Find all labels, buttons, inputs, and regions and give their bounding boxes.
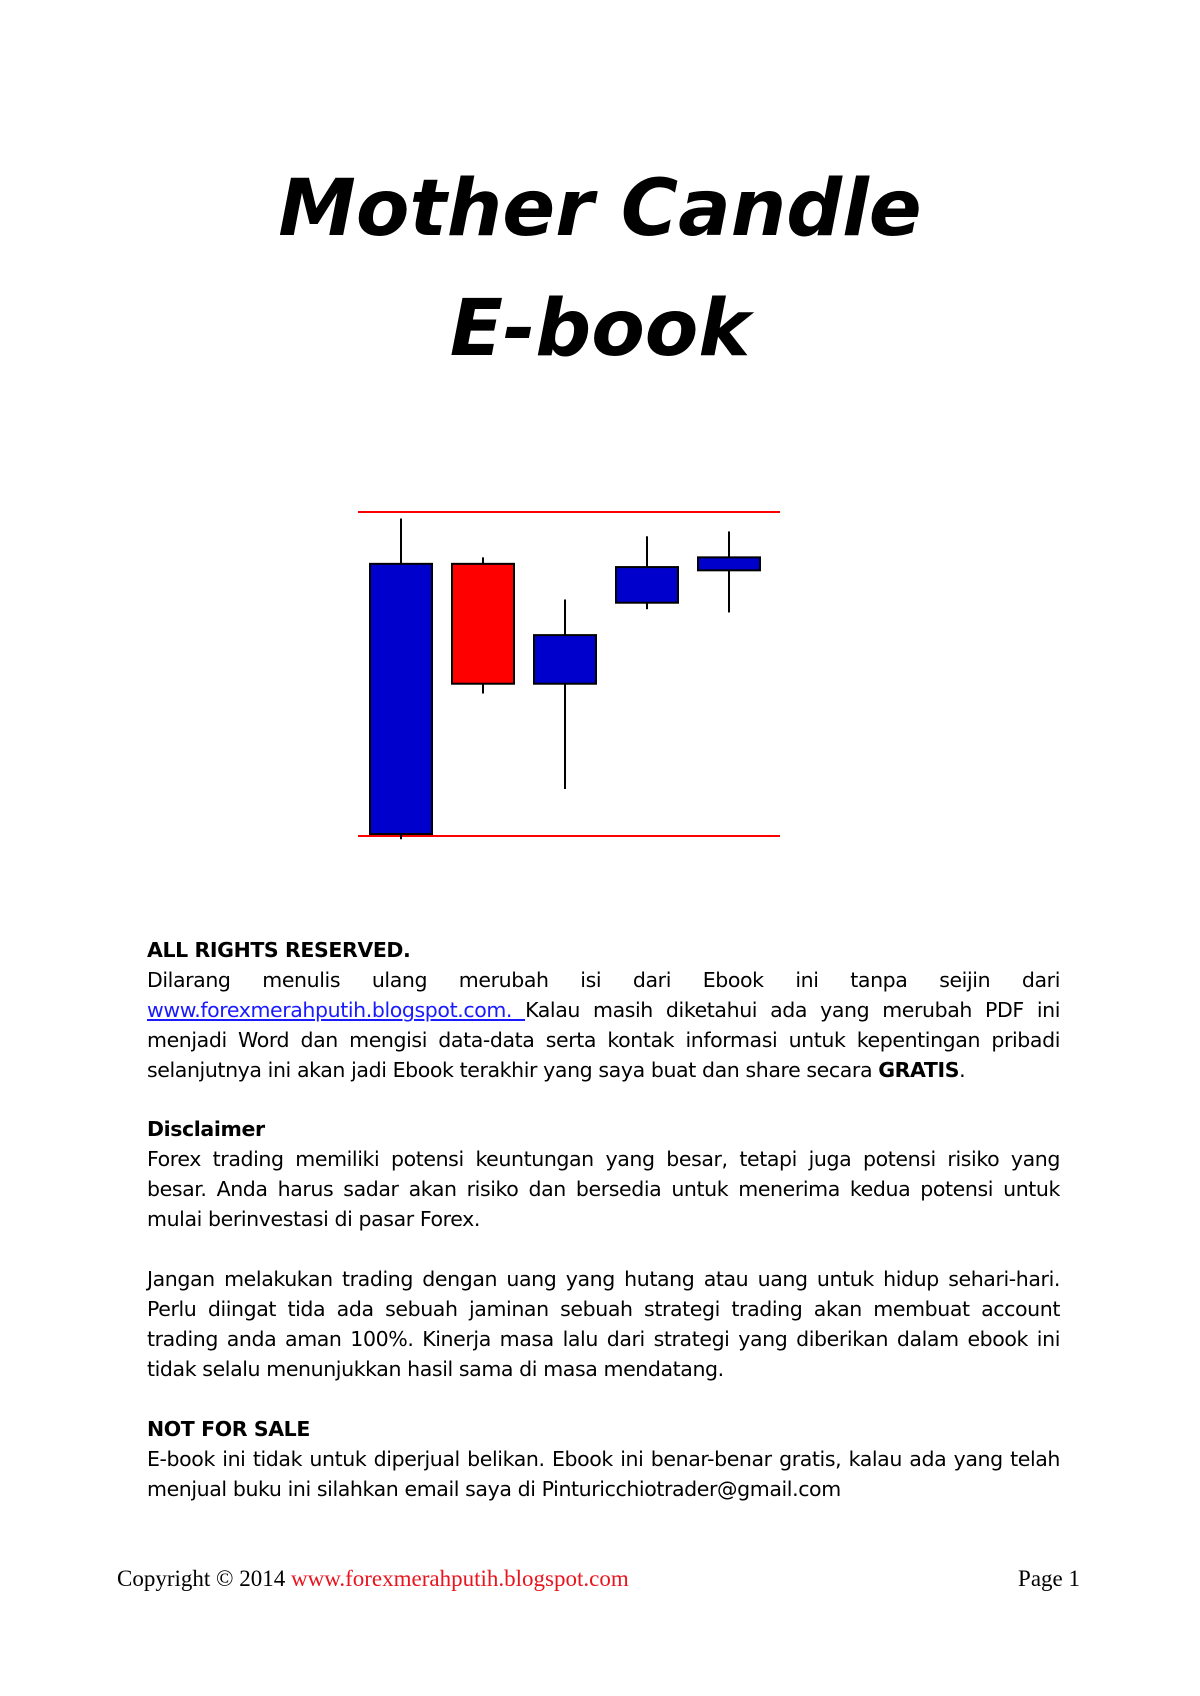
disclaimer-heading: Disclaimer (147, 1117, 265, 1141)
notforsale-section (147, 1414, 1060, 1504)
notforsale-text: E-book ini tidak untuk diperjual belikan. Ebook ini benar-benar gratis, kalau ada yang telah menjual buku ini silahkan email saya di Pinturicchiotrader@gmail.com (147, 1447, 1060, 1501)
rights-text-end: Kalau masih diketahui ada yang merubah PDF ini menjadi Word dan mengisi data-data serta kontak informasi untuk kepentingan pribadi selanjutnya ini akan jadi Ebook terakhir yang saya buat dan share secara (147, 998, 1060, 1082)
notforsale-heading: NOT FOR SALE (147, 1417, 310, 1441)
footer-page-number: Page 1 (1018, 1566, 1080, 1591)
rights-heading: ALL RIGHTS RESERVED. (147, 938, 411, 962)
rights-text (147, 965, 1060, 1085)
footer-copyright (117, 1566, 629, 1592)
disclaimer-para-1: Forex trading memiliki potensi keuntungan yang besar, tetapi juga potensi risiko yang besar. Anda harus sadar akan risiko dan bersedia untuk menerima kedua potensi untuk mulai berinvestasi di pasar Forex. (147, 1147, 1060, 1231)
candle-body-2 (452, 564, 514, 684)
rights-gratis: GRATIS (878, 1058, 960, 1082)
candle-body-3 (534, 635, 596, 684)
footer-url[interactable]: www.forexmerahputih.blogspot.com (291, 1566, 629, 1591)
disclaimer-para-2: Jangan melakukan trading dengan uang yang hutang atau uang untuk hidup sehari-hari. Perlu diingat tida ada sebuah jaminan sebuah strategi trading akan membuat account trading anda aman 100%. Kinerja masa lalu dari strategi yang diberikan dalam ebook ini tidak selalu menunjukkan hasil sama di masa mendatang. (147, 1267, 1060, 1381)
title-line-1: Mother Candle (278, 164, 922, 254)
candle-body-4 (616, 567, 678, 603)
candle-body-5 (698, 557, 760, 570)
rights-section (147, 935, 1060, 1085)
title-line-2: E-book (449, 284, 751, 374)
rights-text-start: Dilarang menulis ulang merubah isi dari Ebook ini tanpa seijin dari (147, 968, 1060, 992)
candle-body-1 (370, 564, 432, 834)
disclaimer-section (147, 1114, 1060, 1384)
copyright-text: Copyright © 2014 (117, 1566, 292, 1591)
rights-link[interactable]: www.forexmerahputih.blogspot.com. (147, 998, 526, 1022)
rights-period: . (959, 1058, 966, 1082)
